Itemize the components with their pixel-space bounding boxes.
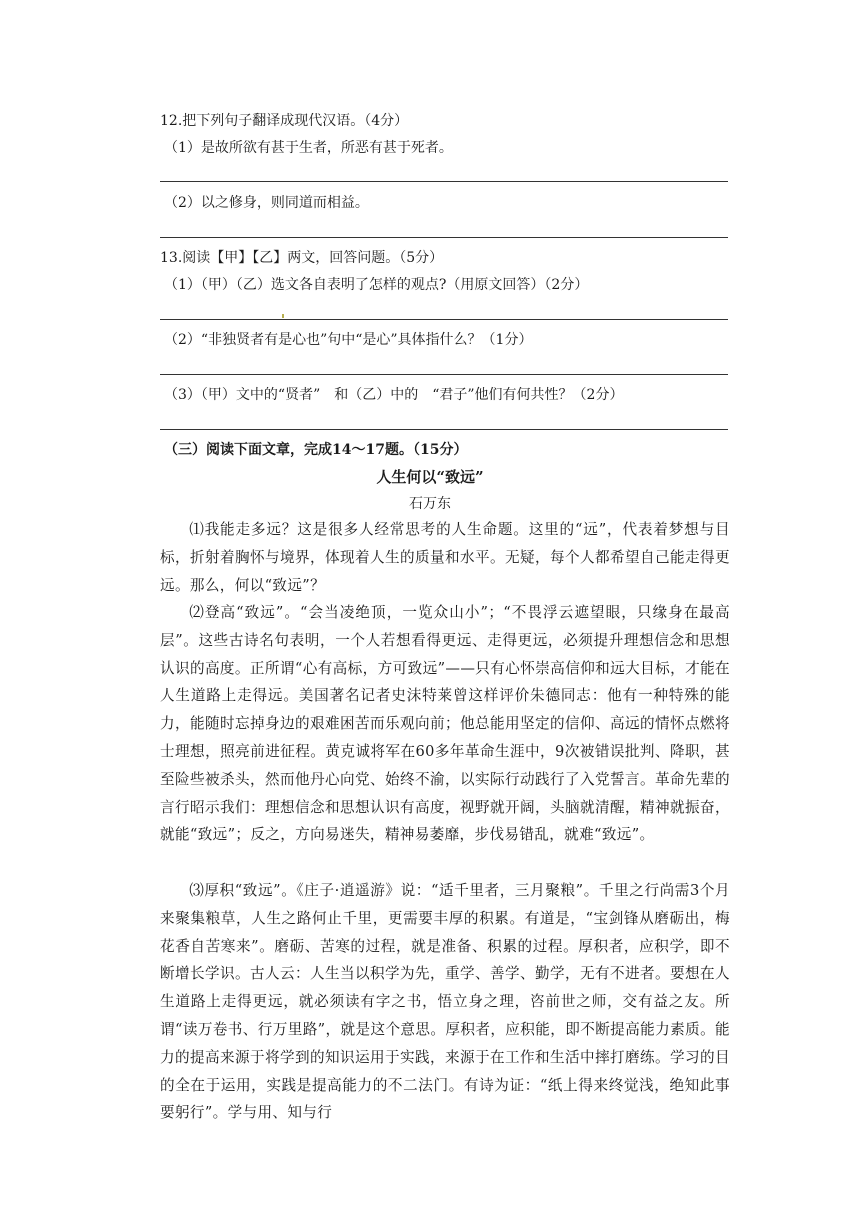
section-3-heading: （三）阅读下面文章，完成14～17题。（15分） <box>164 442 468 458</box>
question-13-item-1: （1）（甲）（乙）选文各自表明了怎样的观点?（用原文回答）（2分） <box>164 277 589 293</box>
question-13-title: 13.阅读【甲】【乙】两文，回答问题。（5分） <box>160 250 444 266</box>
answer-line[interactable] <box>160 181 728 182</box>
answer-line[interactable] <box>160 429 728 430</box>
question-12-title: 12.把下列句子翻译成现代汉语。（4分） <box>160 113 409 129</box>
question-12-item-2: （2）以之修身，则同道而相益。 <box>164 195 369 211</box>
article-title: 人生何以“致远” <box>376 468 484 486</box>
answer-line[interactable] <box>160 237 728 238</box>
article-paragraph-2: ⑵登高“致远”。“会当凌绝顶，一览众山小”；“不畏浮云遮望眼，只缘身在最高层”。这些古诗名句表明，一个人若想看得更远、走得更远，必须提升理想信念和思想认识的高度。正所谓“心有高标，方可致远”——只有心怀崇高信仰和远大目标，才能在人生道路上走得远。美国著名记者史沫特莱曾这样评价朱德同志：他有一种特殊的能力，能随时忘掉身边的艰难困苦而乐观向前；他总能用坚定的信仰、高远的情怀点燃将士理想，照亮前进征程。黄克诚将军在60多年革命生涯中，9次被错误批判、降职，甚至险些被杀头，然而他丹心向党、始终不渝，以实际行动践行了入党誓言。革命先辈的言行昭示我们：理想信念和思想认识有高度，视野就开阔，头脑就清醒，精神就振奋，就能“致远”；反之，方向易迷失，精神易萎靡，步伐易错乱，就难“致远”。 <box>160 604 730 844</box>
question-13-item-2: （2）“非独贤者有是心也”句中“是心”具体指什么？（1分） <box>164 332 533 348</box>
article-paragraph-3: ⑶厚积“致远”。《庄子·逍遥游》说：“适千里者，三月聚粮”。千里之行尚需3个月来聚集粮草，人生之路何止千里，更需要丰厚的积累。有道是，“宝剑锋从磨砺出，梅花香自苦寒来”。磨砺、苦寒的过程，就是准备、积累的过程。厚积者，应积学，即不断增长学识。古人云：人生当以积学为先，重学、善学、勤学，无有不进者。要想在人生道路上走得更远，就必须读有字之书，悟立身之理，咨前世之师，交有益之友。所谓“读万卷书、行万里路”，就是这个意思。厚积者，应积能，即不断提高能力素质。能力的提高来源于将学到的知识运用于实践，来源于在工作和生活中摔打磨练。学习的目的全在于运用，实践是提高能力的不二法门。有诗为证：“纸上得来终觉浅，绝知此事要躬行”。学与用、知与行 <box>160 882 730 1122</box>
article-paragraph-1: ⑴我能走多远？这是很多人经常思考的人生命题。这里的“远”，代表着梦想与目标，折射着胸怀与境界，体现着人生的质量和水平。无疑，每个人都希望自己能走得更远。那么，何以“致远”？ <box>160 521 730 594</box>
scan-speck <box>282 314 284 318</box>
question-12-item-1: （1）是故所欲有甚于生者，所恶有甚于死者。 <box>164 140 453 156</box>
article-author: 石万东 <box>409 496 451 512</box>
answer-line[interactable] <box>160 374 728 375</box>
question-13-item-3: （3）（甲）文中的“贤者” 和（乙）中的 “君子”他们有何共性？（2分） <box>164 387 624 403</box>
answer-line[interactable] <box>160 319 728 320</box>
